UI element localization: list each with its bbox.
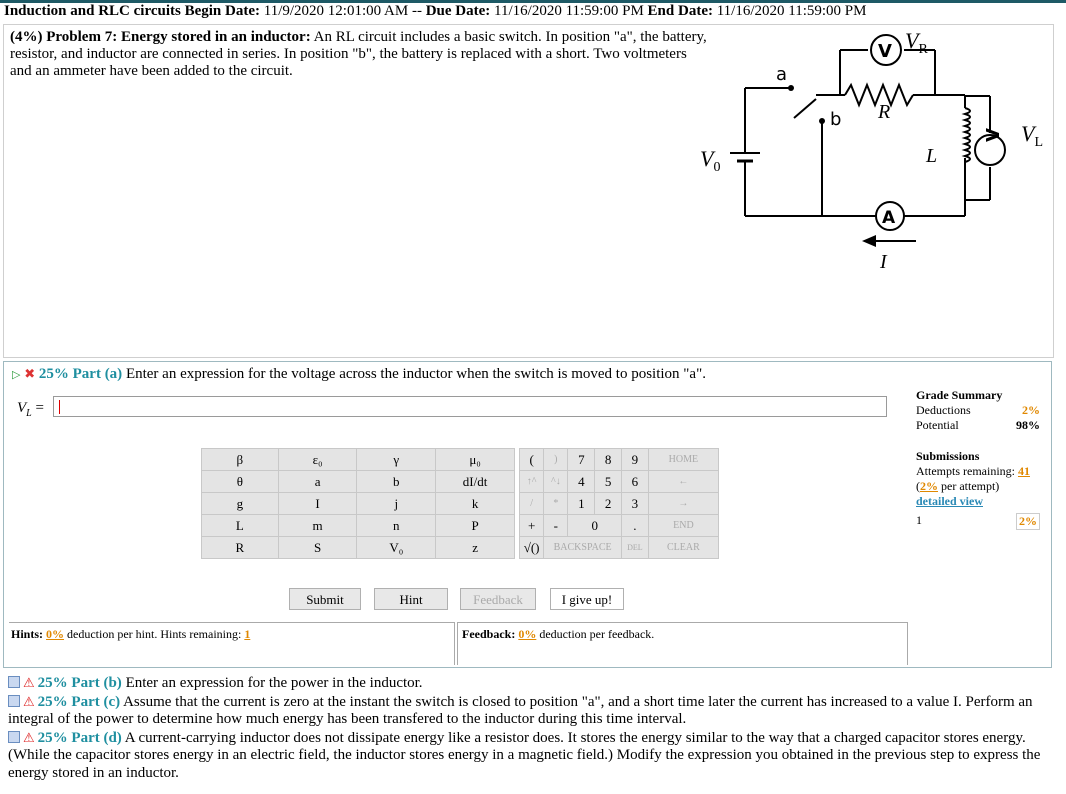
key-n[interactable]: n	[357, 515, 436, 537]
part-b-item[interactable]: ⚠ 25% Part (b) Enter an expression for the power in the inductor.	[8, 674, 1048, 693]
expand-icon[interactable]	[8, 695, 20, 707]
ammeter-icon: A	[882, 208, 896, 228]
expand-icon[interactable]	[8, 731, 20, 743]
key-V0[interactable]: V₀	[357, 537, 436, 559]
warning-icon: ⚠	[23, 675, 35, 690]
due-date: 11/16/2020 11:59:00 PM	[494, 3, 644, 19]
key-2[interactable]: 2	[595, 493, 622, 515]
detailed-view-link[interactable]: detailed view	[916, 494, 983, 508]
key-dot[interactable]: .	[622, 515, 649, 537]
resistor-label: R	[878, 101, 891, 123]
key-open-paren[interactable]: (	[520, 449, 544, 471]
assignment-header: Induction and RLC circuits Begin Date: 11/9/2020 12:01:00 AM -- Due Date: 11/16/2020 11:59:00 PM End Date: 11/16/2020 11:59:00 PM	[4, 3, 867, 19]
key-0[interactable]: 0	[568, 515, 622, 537]
feedback-button[interactable]: Feedback	[460, 588, 536, 610]
key-I[interactable]: I	[278, 493, 357, 515]
part-c-item[interactable]: ⚠ 25% Part (c) Assume that the current is zero at the instant the switch is closed to position "a", and a short time later the current has increased to a value I. Perform an integral of the power to determine how much energy has been transfered to the inductor during this time interval.	[8, 693, 1033, 727]
answer-label: $V_L$ =	[17, 400, 44, 419]
part-d-item[interactable]: ⚠ 25% Part (d) A current-carrying inductor does not dissipate energy like a resistor does. It stores the energy similar to the way that a charged capacitor stores energy. (While the capacitor stores energy in an electric field, the inductor stores energy in a magnetic field.) Modify the expression you obtained in the previous step to express the energy stored in an inductor.	[8, 729, 1041, 781]
key-1[interactable]: 1	[568, 493, 595, 515]
key-6[interactable]: 6	[622, 471, 649, 493]
switch-label-a: a	[776, 64, 788, 85]
attempts-remaining: 41	[1017, 464, 1030, 478]
part-a-panel	[3, 361, 1052, 668]
key-beta[interactable]: β	[202, 449, 279, 471]
hints-info: Hints: 0% deduction per hint. Hints remaining: 1	[9, 622, 455, 665]
part-a-title: ▷ ✖ 25% Part (a) Enter an expression for the voltage across the inductor when the switch is moved to position "a".	[12, 366, 706, 382]
key-close-paren[interactable]: )	[544, 449, 568, 471]
key-S[interactable]: S	[278, 537, 357, 559]
key-sqrt[interactable]: √()	[520, 537, 544, 559]
key-9[interactable]: 9	[622, 449, 649, 471]
key-del[interactable]: DEL	[622, 537, 649, 559]
voltmeter-r-icon: V	[878, 41, 892, 62]
key-plus[interactable]: +	[520, 515, 544, 537]
key-divide[interactable]: /	[520, 493, 544, 515]
key-didt[interactable]: dI/dt	[436, 471, 515, 493]
key-backspace[interactable]: BACKSPACE	[544, 537, 622, 559]
deductions-value: 2%	[1022, 403, 1040, 417]
key-superscript[interactable]: ↑^	[520, 471, 544, 493]
voltmeter-l-icon: V	[983, 128, 1004, 142]
play-icon[interactable]: ▷	[12, 369, 21, 381]
key-end[interactable]: END	[648, 515, 718, 537]
battery-label: $V_0$	[700, 146, 721, 175]
submission-1-deduction: 2%	[1016, 513, 1040, 530]
incorrect-x-icon: ✖	[24, 366, 36, 381]
warning-icon: ⚠	[23, 693, 35, 709]
key-home[interactable]: HOME	[648, 449, 718, 471]
operator-keys	[519, 448, 719, 559]
current-label: I	[880, 251, 887, 273]
key-k[interactable]: k	[436, 493, 515, 515]
key-a[interactable]: a	[278, 471, 357, 493]
feedback-info: Feedback: 0% deduction per feedback.	[457, 622, 908, 665]
warning-icon: ⚠	[23, 729, 35, 745]
key-R[interactable]: R	[202, 537, 279, 559]
key-mu0[interactable]: μ₀	[436, 449, 515, 471]
key-left-arrow[interactable]: ←	[648, 471, 718, 493]
give-up-button[interactable]: I give up!	[550, 588, 624, 610]
key-epsilon0[interactable]: ε₀	[278, 449, 357, 471]
expand-icon[interactable]	[8, 676, 20, 688]
inductor-label: L	[926, 145, 938, 167]
hint-button[interactable]: Hint	[374, 588, 448, 610]
text-caret	[59, 400, 60, 414]
variable-keys	[201, 448, 515, 559]
key-z[interactable]: z	[436, 537, 515, 559]
key-gamma[interactable]: γ	[357, 449, 436, 471]
rl-circuit-diagram	[690, 28, 1060, 278]
key-right-arrow[interactable]: →	[648, 493, 718, 515]
key-g[interactable]: g	[202, 493, 279, 515]
grade-summary: Grade Summary Deductions 2% Potential 98% Submissions Attempts remaining: 41 (2% per attempt) detailed view 1 2%	[916, 388, 1040, 528]
key-b[interactable]: b	[357, 471, 436, 493]
vl-label: $V_L$	[1021, 121, 1044, 150]
key-theta[interactable]: θ	[202, 471, 279, 493]
problem-text: (4%) Problem 7: Energy stored in an inductor: An RL circuit includes a basic switch. In position "a", the battery, resistor, and inductor are connected in series. In position "b", the battery is replaced with a short. Two voltmeters and an ammeter have been added to the circuit.	[10, 29, 707, 79]
assignment-title: Induction and RLC circuits	[4, 3, 181, 19]
key-4[interactable]: 4	[568, 471, 595, 493]
key-subscript[interactable]: ^↓	[544, 471, 568, 493]
key-L[interactable]: L	[202, 515, 279, 537]
end-date: 11/16/2020 11:59:00 PM	[716, 3, 867, 19]
answer-input[interactable]	[53, 396, 887, 417]
begin-date: 11/9/2020 12:01:00 AM	[263, 3, 409, 19]
key-P[interactable]: P	[436, 515, 515, 537]
potential-value: 98%	[1016, 418, 1040, 432]
other-parts-list	[8, 674, 1048, 782]
key-7[interactable]: 7	[568, 449, 595, 471]
key-m[interactable]: m	[278, 515, 357, 537]
key-multiply[interactable]: *	[544, 493, 568, 515]
key-3[interactable]: 3	[622, 493, 649, 515]
key-j[interactable]: j	[357, 493, 436, 515]
key-minus[interactable]: -	[544, 515, 568, 537]
submit-button[interactable]: Submit	[289, 588, 361, 610]
hints-remaining: 1	[244, 627, 251, 641]
key-5[interactable]: 5	[595, 471, 622, 493]
key-8[interactable]: 8	[595, 449, 622, 471]
vr-label: $V_R$	[905, 28, 928, 57]
key-clear[interactable]: CLEAR	[648, 537, 718, 559]
switch-label-b: b	[830, 109, 842, 130]
